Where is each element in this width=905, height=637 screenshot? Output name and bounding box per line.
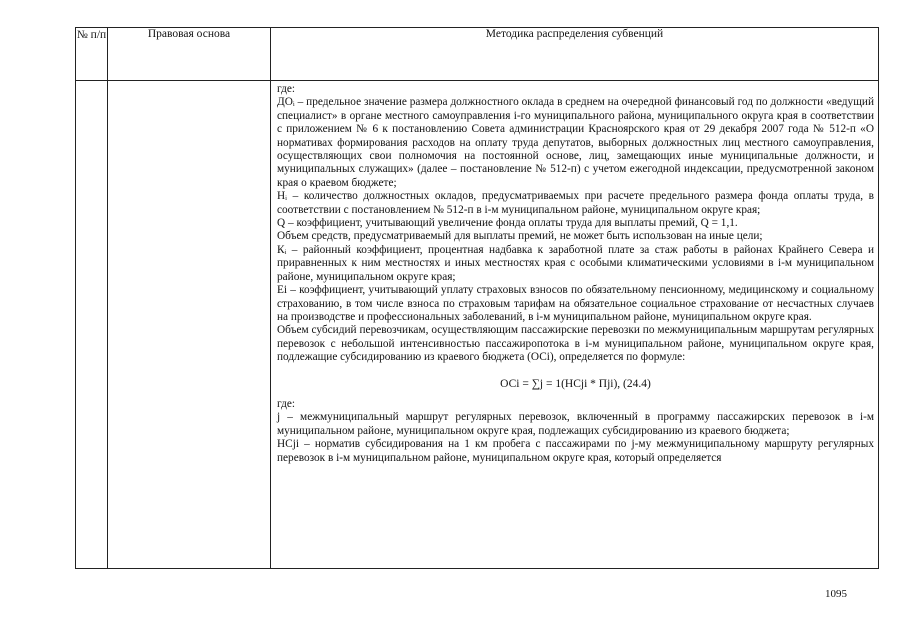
page-number: 1095 [825,588,847,600]
paragraph: ДОᵢ – предельное значение размера должностного оклада в среднем на очередной финансовый год по должности «ведущий специалист» в органе местного самоуправления i-го муниципального района, муниципального округа края в соответствии с приложением № 6 к постановлению Совета администрации Красноярского края от 29 декабря 2007 года № 512-п «О нормативах формирования расходов на оплату труда депутатов, выборных должностных лиц местного самоуправления, осуществляющих свои полномочия на постоянной основе, лиц, замещающих иные муниципальные должности, и муниципальных служащих» (далее – постановление № 512-п) с учетом ежегодной индексации, предусмотренной законом края о краевом бюджете; [277,96,874,189]
cell-method [271,81,879,569]
paragraph: где: [277,397,295,410]
subvention-table [75,27,879,569]
header-method: Методика распределения субвенций [271,28,879,81]
cell-number [76,81,108,569]
paragraph: Объем субсидий перевозчикам, осуществляющим пассажирские перевозки по межмуниципальным маршрутам регулярных перевозок с небольшой интенсивностью пассажиропотока в i-м муниципальном районе, муниципальном округе края, подлежащие субсидированию из краевого бюджета (ОСi), определяется по формуле: [277,324,874,364]
paragraph: j – межмуниципальный маршрут регулярных перевозок, включенный в программу пассажирских перевозок в i-м муниципальном районе, муниципальном округе края, подлежащих субсидированию из краевого бюджета; [277,411,874,437]
table-row [76,81,879,569]
paragraph: Ei – коэффициент, учитывающий уплату страховых взносов по обязательному пенсионному, медицинскому и социальному страхованию, в том числе взноса по страховым тарифам на обязательное социальное страхование от несчастных случаев на производстве и профессиональных заболеваний, в i-м муниципальном районе, муниципальном округе края. [277,284,874,323]
paragraph: НСji – норматив субсидирования на 1 км пробега с пассажирами по j-му межмуниципальному маршруту регулярных перевозок в i-м муниципальном районе, муниципальном округе края, который определяется [277,438,874,464]
paragraph: Нᵢ – количество должностных окладов, предусматриваемых при расчете предельного размера фонда оплаты труда, в соответствии с постановлением № 512-п в i-м муниципальном районе, муниципальном округе края; [277,190,874,216]
header-legal-basis: Правовая основа [108,28,271,81]
table-header-row [76,28,879,81]
paragraph: Объем средств, предусматриваемый для выплаты премий, не может быть использован на иные цели; [277,230,763,243]
header-number: № п/п [76,28,108,81]
paragraph: Кᵢ – районный коэффициент, процентная надбавка к заработной плате за стаж работы в районах Крайнего Севера и приравненных к ним местностях и иных местностях края с особыми климатическими условиями в i-м муниципальном районе, муниципальном округе края; [277,243,874,283]
paragraph: где: [277,83,295,95]
paragraph: Q – коэффициент, учитывающий увеличение фонда оплаты труда для выплаты премий, Q = 1,1. [277,217,738,230]
formula: ОСi = ∑j = 1(НСji * Пji), (24.4) [500,377,651,390]
cell-legal-basis [108,81,271,569]
method-text [271,81,878,568]
